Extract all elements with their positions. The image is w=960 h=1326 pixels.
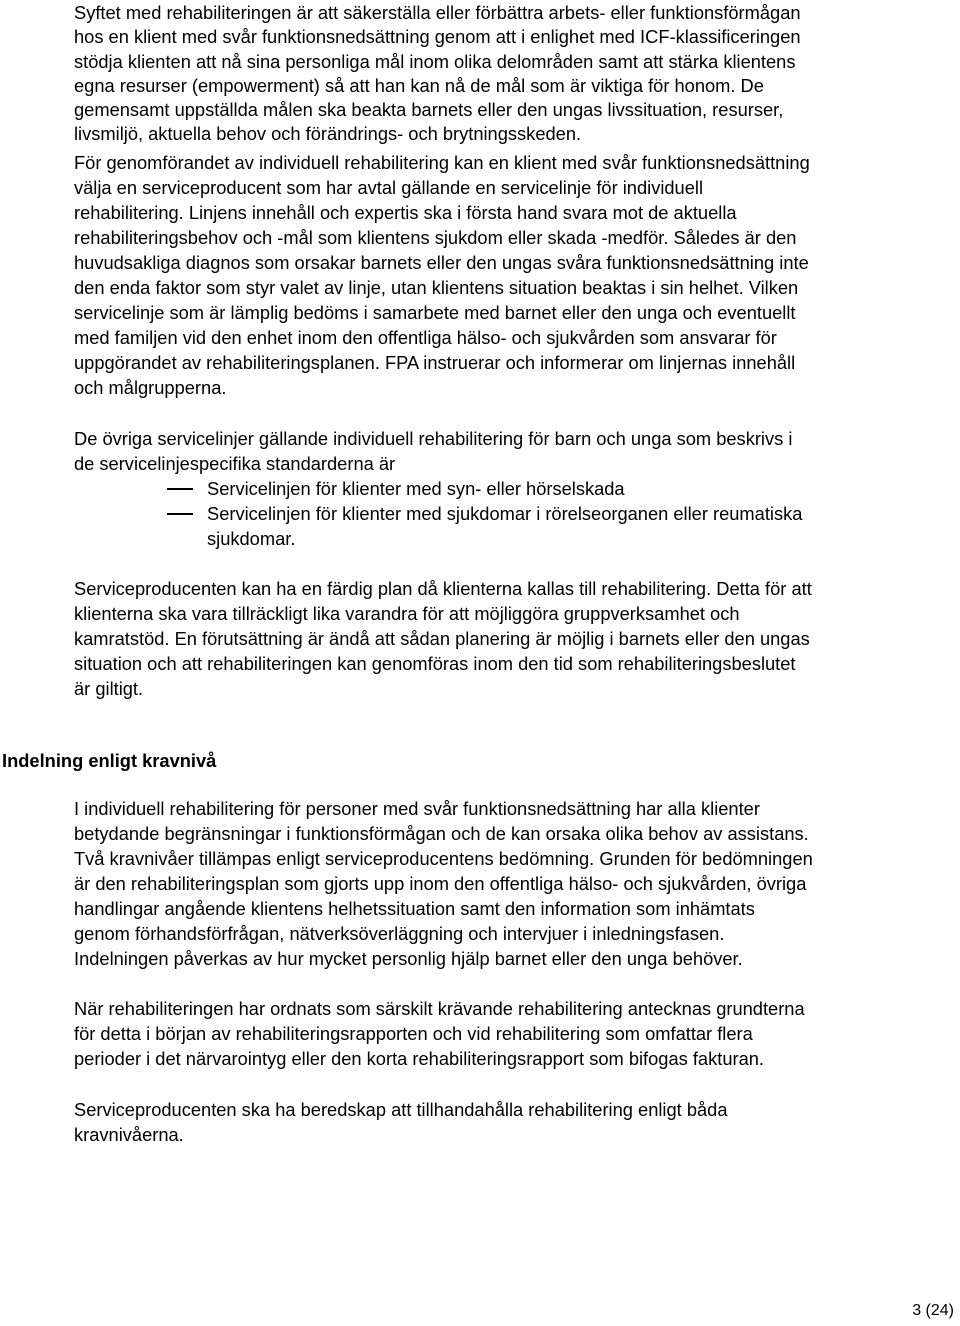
- text-line: klienterna ska vara tillräckligt lika varandra för att möjliggöra gruppverksamhet och: [74, 603, 740, 624]
- text-line: den enda faktor som styr valet av linje, utan klientens situation beaktas i sin helhet. Vilken: [74, 277, 799, 298]
- text-line: stödja klienten att nå sina personliga mål inom olika delområden samt att stärka klientens: [74, 50, 796, 72]
- text-line: de servicelinjespecifika standarderna är: [74, 453, 396, 474]
- paragraph-implementation: [74, 150, 960, 400]
- text-line: uppgörandet av rehabiliteringsplanen. FPA instruerar och informerar om linjernas innehåll: [74, 352, 796, 373]
- list-item: [74, 476, 960, 501]
- text-line: Serviceproducenten kan ha en färdig plan då klienterna kallas till rehabilitering. Detta för att: [74, 578, 812, 599]
- text-line: kamratstöd. En förutsättning är ändå att sådan planering är möjlig i barnets eller den ungas: [74, 628, 810, 649]
- text-line: med familjen vid den enhet inom den offentliga hälso- och sjukvården som ansvarar för: [74, 327, 777, 348]
- dash-bullet-icon: [167, 513, 193, 515]
- text-line: rehabiliteringsbehov och -mål som klientens sjukdom eller skada -medför. Således är den: [74, 227, 797, 248]
- section-heading: Indelning enligt kravnivå: [2, 750, 217, 771]
- text-line: välja en serviceproducent som har avtal gällande en servicelinje för individuell: [74, 177, 704, 198]
- list-item-text: Servicelinjen för klienter med syn- eller hörselskada: [207, 478, 625, 499]
- text-line: När rehabiliteringen har ordnats som särskilt krävande rehabilitering antecknas grundterna: [74, 998, 805, 1019]
- text-line: servicelinje som är lämplig bedöms i samarbete med barnet eller den unga och eventuellt: [74, 302, 796, 323]
- text-line: De övriga servicelinjer gällande individuell rehabilitering för barn och unga som beskrivs i: [74, 428, 793, 449]
- text-line: För genomförandet av individuell rehabilitering kan en klient med svår funktionsnedsättning: [74, 152, 810, 173]
- text-line: och målgrupperna.: [74, 377, 227, 398]
- text-line: genom förhandsförfrågan, nätverksöverläggning och intervjuer i inledningsfasen.: [74, 923, 725, 944]
- paragraph-levels: [74, 796, 960, 971]
- list-item-text: sjukdomar.: [207, 528, 296, 549]
- text-line: huvudsakliga diagnos som orsakar barnets eller den ungas svåra funktionsnedsättning inte: [74, 252, 809, 273]
- text-line: betydande begränsningar i funktionsförmågan och de kan orsaka olika behov av assistans.: [74, 823, 809, 844]
- dash-list: [74, 476, 960, 551]
- paragraph-demanding: [74, 996, 960, 1071]
- paragraph-intro: [74, 1, 960, 147]
- text-line: situation och att rehabiliteringen kan genomföras inom den tid som rehabiliteringsbeslutet: [74, 653, 796, 674]
- text-line: Syftet med rehabiliteringen är att säkerställa eller förbättra arbets- eller funktionsförmågan: [74, 2, 801, 23]
- paragraph-planning: [74, 576, 960, 701]
- text-line: perioder i det närvarointyg eller den korta rehabiliteringsrapport som bifogas fakturan.: [74, 1048, 764, 1069]
- text-line: egna resurser (empowerment) så att han kan nå de mål som är viktiga för honom. De: [74, 74, 764, 96]
- text-line: hos en klient med svår funktionsnedsättning genom att i enlighet med ICF-klassificeringen: [74, 26, 801, 48]
- text-line: Indelningen påverkas av hur mycket personlig hjälp barnet eller den unga behöver.: [74, 948, 743, 969]
- dash-bullet-icon: [167, 488, 193, 490]
- text-line: kravnivåerna.: [74, 1124, 184, 1145]
- page-number: 3 (24): [912, 1302, 954, 1319]
- text-line: rehabilitering. Linjens innehåll och expertis ska i första hand svara mot de aktuella: [74, 202, 737, 223]
- list-item-text: Servicelinjen för klienter med sjukdomar i rörelseorganen eller reumatiska: [207, 503, 803, 524]
- text-line: gemensamt uppställda målen ska beakta barnets eller den ungas livssituation, resurser,: [74, 99, 784, 121]
- text-line: är den rehabiliteringsplan som gjorts upp inom den offentliga hälso- och sjukvården, övriga: [74, 873, 807, 894]
- text-line: Serviceproducenten ska ha beredskap att tillhandahålla rehabilitering enligt båda: [74, 1099, 728, 1120]
- text-line: Två kravnivåer tillämpas enligt serviceproducentens bedömning. Grunden för bedömningen: [74, 848, 813, 869]
- text-line: livsmiljö, aktuella behov och förändrings- och brytningsskeden.: [74, 123, 582, 145]
- paragraph-other-service-lines: [74, 426, 960, 476]
- text-line: för detta i början av rehabiliteringsrapporten och vid rehabilitering som omfattar flera: [74, 1023, 753, 1044]
- text-line: är giltigt.: [74, 678, 144, 699]
- list-item: [74, 501, 960, 551]
- text-line: I individuell rehabilitering för personer med svår funktionsnedsättning har alla klienter: [74, 798, 760, 819]
- text-line: handlingar angående klientens helhetssituation samt den information som inhämtats: [74, 898, 755, 919]
- paragraph-readiness: [74, 1097, 960, 1147]
